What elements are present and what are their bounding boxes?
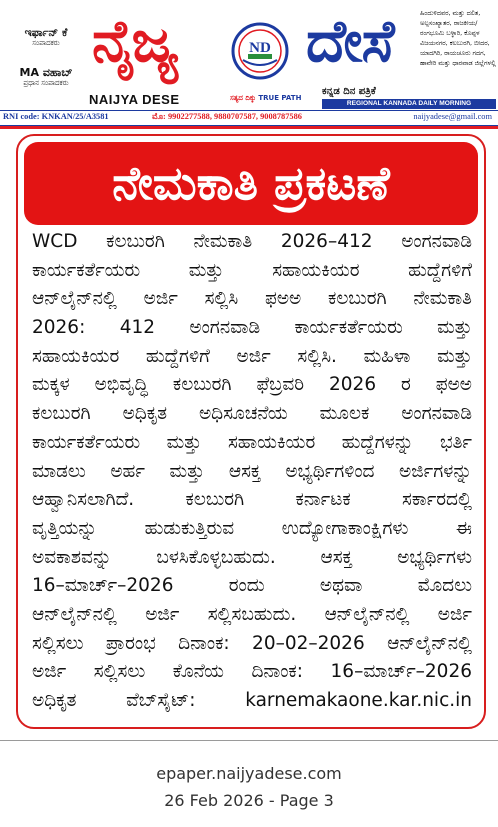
article-line: ಆಹ್ವಾನಿಸಲಾಗಿದೆ. ಕಲಬುರಗಿ ಕರ್ನಾಟಕ ಸರ್ಕಾರದಲ್ಲಿ — [32, 489, 472, 511]
article-line: ಕಾರ್ಯಕರ್ತೆಯರು ಮತ್ತು ಸಹಾಯಕಿಯರ ಹುದ್ದೆಗಳನ್ನು ಭರ್ತಿ — [32, 431, 472, 453]
article-line: ಆನ್‌ಲೈನ್‌ನಲ್ಲಿ ಅರ್ಜಿ ಸಲ್ಲಿಸಿ ಫಅಅ ಕಲಬುರಗಿ ನೇಮಕಾತಿ — [32, 288, 472, 310]
article-line: ಕಲಬುರಗಿ ಅಧಿಕೃತ ಅಧಿಸೂಚನೆಯ ಮೂಲಕ ಅಂಗನವಾಡಿ — [32, 403, 472, 425]
article-line: ಅರ್ಜಿ ಸಲ್ಲಿಸಲು ಕೊನೆಯ ದಿನಾಂಕ: 16–ಮಾರ್ಚ್–2026 — [32, 661, 472, 683]
tagline-english: TRUE PATH — [258, 94, 302, 102]
article-line: 16–ಮಾರ್ಚ್–2026 ರಂದು ಅಥವಾ ಮೊದಲು — [32, 575, 472, 597]
article-line: ಮಕ್ಕಳ ಅಭಿವೃದ್ಧಿ ಕಲಬುರಗಿ ಫೆಬ್ರವರಿ 2026 ರ ಫಅಅ — [32, 374, 472, 396]
footer-website[interactable]: epaper.naijyadese.com — [156, 764, 342, 783]
contact-bar — [0, 110, 498, 126]
regional-band: REGIONAL KANNADA DAILY MORNING — [322, 99, 496, 109]
article-line: ಆನ್‌ಲೈನ್‌ನಲ್ಲಿ ಅರ್ಜಿ ಸಲ್ಲಿಸಬಹುದು. ಆನ್‌ಲೈನ್‌ನಲ್ಲಿ ಅರ್ಜಿ — [32, 603, 472, 625]
tagline — [230, 94, 301, 103]
editor-name: ಇರ್ಫಾನ್ ಕೆ — [24, 26, 68, 39]
tagline-kannada: ಸತ್ಯದ ದಿಕ್ಕು — [230, 94, 256, 102]
editor-credits — [6, 26, 86, 88]
editor-role: ಸಂಪಾದಕರು — [32, 39, 60, 47]
article-line: ಮಾಡಲು ಅರ್ಹ ಮತ್ತು ಆಸಕ್ತ ಅಭ್ಯರ್ಥಿಗಳಿಂದ ಅರ್ಜಿಗಳನ್ನು — [32, 460, 472, 482]
rni-code: RNI code: KNKAN/25/A3581 — [3, 112, 109, 121]
districts-text: ಹಿಂದುಳಿದವರ, ಮತ್ತು ದಲಿತ, ಅಲ್ಪಸಂಖ್ಯಾತರ, ರಾಜಕೀಯ/ರಂಗಭೂಮಿ ಬಳ್ಳಾರಿ, ಕೊಪ್ಪಳ ವಿಜಯನಗರ, ಕಲಬುರಗಿ, ಬೀದರ, ಯಾದಗಿರಿ, ರಾಯಚೂರು ಗದಗ, ಹಾವೇರಿ ಮತ್ತು ಧಾರವಾಡ ಜಿಲ್ಲೆಗಳಲ್ಲಿ — [420, 9, 496, 67]
masthead — [0, 0, 498, 108]
article-headline: ನೇಮಕಾತಿ ಪ್ರಕಟಣೆ — [112, 156, 390, 210]
article-line: 2026: 412 ಅಂಗನವಾಡಿ ಕಾರ್ಯಕರ್ತೆಯರು ಮತ್ತು — [32, 317, 472, 339]
article-frame — [16, 134, 486, 729]
article-body — [32, 228, 472, 716]
article-line: ಸಹಾಯಕಿಯರ ಹುದ್ದೆಗಳಿಗೆ ಅರ್ಜಿ ಸಲ್ಲಿಸಿ. ಮಹಿಳಾ ಮತ್ತು — [32, 345, 472, 367]
article-line: ಕಾರ್ಯಕರ್ತೆಯರು ಮತ್ತು ಸಹಾಯಕಿಯರ ಹುದ್ದೆಗಳಿಗೆ — [32, 259, 472, 281]
email-link[interactable]: naijyadese@gmail.com — [413, 112, 492, 121]
logo-letters: ND — [249, 40, 271, 56]
publisher-name: MA ವಹಾಬ್ — [19, 66, 73, 79]
publisher-role: ಪ್ರಧಾನ ಸಂಪಾದಕರು — [23, 79, 69, 87]
newspaper-title-right: ದೇಸೆ — [306, 7, 394, 75]
masthead-divider — [0, 126, 498, 129]
footer-date-page: 26 Feb 2026 - Page 3 — [164, 791, 334, 810]
newspaper-title-left: ನೈಜ್ಯ — [92, 7, 178, 75]
article-line: ಅವಕಾಶವನ್ನು ಬಳಸಿಕೊಳ್ಳಬಹುದು. ಆಸಕ್ತ ಅಭ್ಯರ್ಥಿಗಳು — [32, 546, 472, 568]
newspaper-logo-icon — [231, 22, 289, 80]
subtitle-kannada: ಕನ್ನಡ ದಿನ ಪತ್ರಿಕೆ — [322, 86, 376, 97]
article-line: ಸಲ್ಲಿಸಲು ಪ್ರಾರಂಭ ದಿನಾಂಕ: 20–02–2026 ಆನ್‌ಲೈನ್‌ನಲ್ಲಿ — [32, 632, 472, 654]
footer-divider — [0, 740, 498, 741]
article-line: WCD ಕಲಬುರಗಿ ನೇಮಕಾತಿ 2026–412 ಅಂಗನವಾಡಿ — [32, 231, 472, 252]
brand-english: NAIJYA DESE — [89, 92, 180, 107]
article-website-line: ಅಧಿಕೃತ ವೆಬ್‌ಸೈಟ್: karnemakaone.kar.nic.in — [32, 690, 472, 711]
headline-banner — [24, 142, 478, 225]
phone-numbers: ಮೊ: 9902277588, 9880707587, 9008787586 — [152, 112, 302, 121]
article-line: ವೃತ್ತಿಯನ್ನು ಹುಡುಕುತ್ತಿರುವ ಉದ್ಯೋಗಾಕಾಂಕ್ಷಿಗಳು ಈ — [32, 517, 472, 539]
